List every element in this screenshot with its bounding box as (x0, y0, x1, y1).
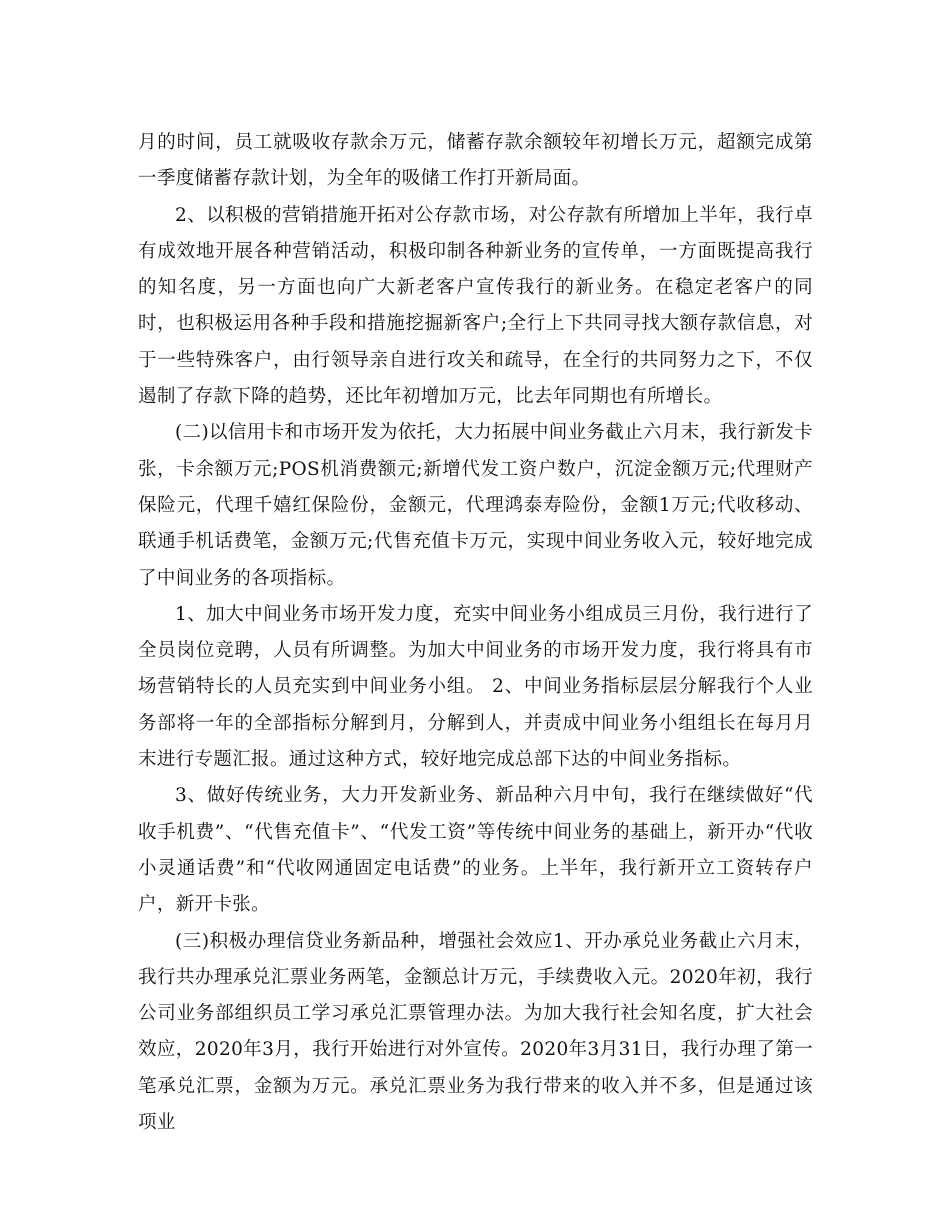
paragraph-market-development: 1、加大中间业务市场开发力度，充实中间业务小组成员三月份，我行进行了全员岗位竞聘，人员有所调整。为加大中间业务的市场开发力度，我行将具有市场营销特长的人员充实到中间业务小组。 2、中间业务指标层层分解我行个人业务部将一年的全部指标分解到月，分解到人，并责成中间业务小组组长在每月月末进行专题汇报。通过这种方式，较好地完成总部下达的中间业务指标。 (138, 603, 813, 771)
document-body (138, 125, 813, 1141)
paragraph-credit-business: (三)积极办理信贷业务新品种，增强社会效应1、开办承兑业务截止六月末，我行共办理承兑汇票业务两笔，金额总计万元，手续费收入元。2020年初，我行公司业务部组织员工学习承兑汇票管理办法。为加大我行社会知名度，扩大社会效应，2020年3月，我行开始进行对外宣传。2020年3月31日，我行办理了第一笔承兑汇票，金额为万元。承兑汇票业务为我行带来的收入并不多，但是通过该项业 (138, 930, 813, 1134)
paragraph-traditional-business: 3、做好传统业务，大力开发新业务、新品种六月中旬，我行在继续做好“代收手机费”、“代售充值卡”、“代发工资”等传统中间业务的基础上，新开办“代收小灵通话费”和“代收网通固定电话费”的业务。上半年，我行新开立工资转存户户，新开卡张。 (138, 785, 813, 916)
paragraph-intermediate-business: (二)以信用卡和市场开发为依托，大力拓展中间业务截止六月末，我行新发卡张，卡余额万元;POS机消费额元;新增代发工资户数户，沉淀金额万元;代理财产保险元，代理千嬉红保险份，金额元，代理鸿泰寿险份，金额1万元;代收移动、联通手机话费笔，金额万元;代售充值卡万元，实现中间业务收入元，较好地完成了中间业务的各项指标。 (138, 422, 813, 589)
paragraph-continued: 月的时间，员工就吸收存款余万元，储蓄存款余额较年初增长万元，超额完成第一季度储蓄存款计划，为全年的吸储工作打开新局面。 (138, 132, 813, 190)
paragraph-corporate-deposits: 2、以积极的营销措施开拓对公存款市场，对公存款有所增加上半年，我行卓有成效地开展各种营销活动，积极印制各种新业务的宣传单，一方面既提高我行的知名度，另一方面也向广大新老客户宣传我行的新业务。在稳定老客户的同时，也积极运用各种手段和措施挖掘新客户;全行上下共同寻找大额存款信息，对于一些特殊客户，由行领导亲自进行攻关和疏导，在全行的共同努力之下，不仅遏制了存款下降的趋势，还比年初增加万元，比去年同期也有所增长。 (138, 204, 813, 408)
